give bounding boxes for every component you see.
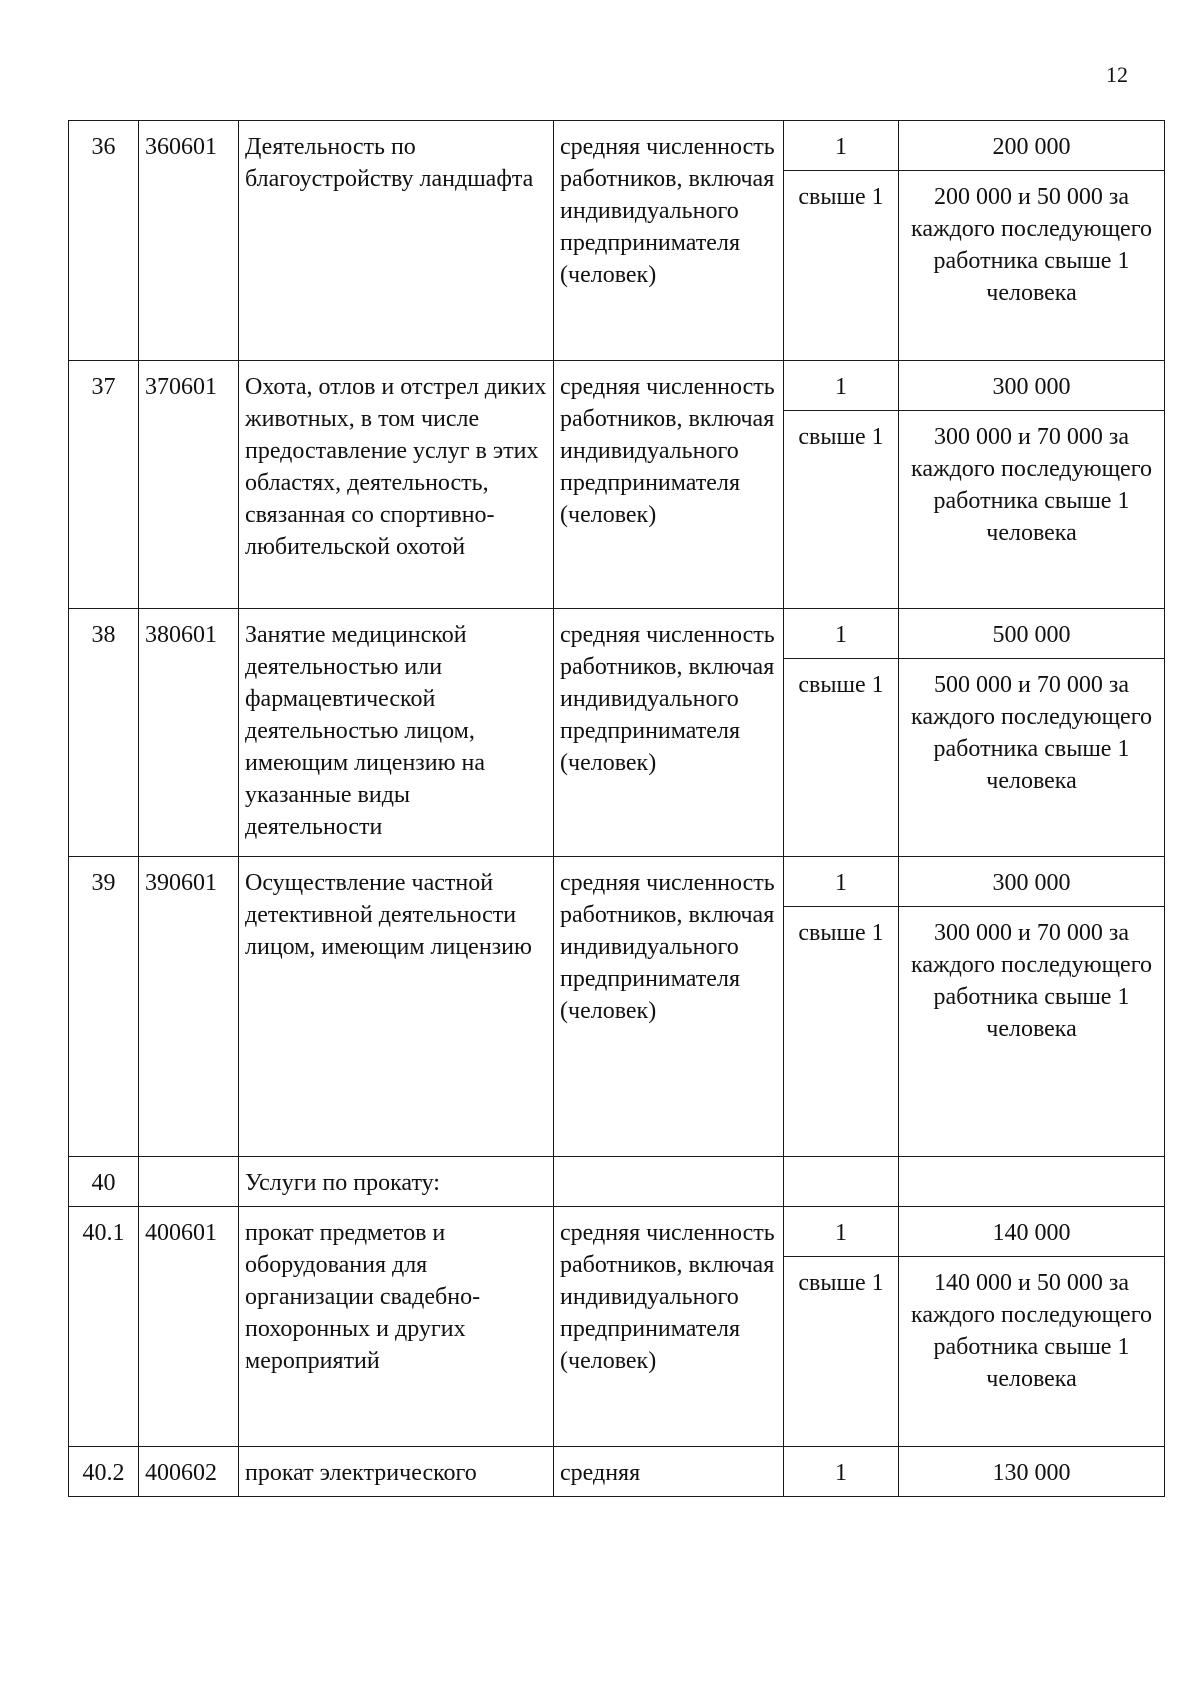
table-row <box>69 857 1165 907</box>
indicator-value: 1 <box>784 857 899 907</box>
activity-code: 360601 <box>139 121 239 361</box>
row-number: 40 <box>69 1157 139 1207</box>
table-row <box>69 361 1165 411</box>
activity-code: 400601 <box>139 1207 239 1447</box>
increment-amount: 300 000 и 70 000 за каждого последующего работника свыше 1 человека <box>899 907 1165 1157</box>
activity-description: прокат предметов и оборудования для организации свадебно-похоронных и других мероприятий <box>239 1207 554 1447</box>
activity-description: Деятельность по благоустройству ландшафта <box>239 121 554 361</box>
indicator-value: 1 <box>784 121 899 171</box>
table-row <box>69 1157 1165 1207</box>
activity-code: 370601 <box>139 361 239 609</box>
increment-amount: 200 000 и 50 000 за каждого последующего работника свыше 1 человека <box>899 171 1165 361</box>
indicator-value-over: свыше 1 <box>784 411 899 609</box>
physical-indicator: средняя численность работников, включая индивидуального предпринимателя (человек) <box>554 857 784 1157</box>
page-number: 12 <box>1106 62 1128 87</box>
table-row <box>69 1447 1165 1497</box>
indicator-value-over: свыше 1 <box>784 659 899 857</box>
row-number: 37 <box>69 361 139 609</box>
activity-description: Охота, отлов и отстрел диких животных, в том числе предоставление услуг в этих областях, деятельность, связанная со спортивно-любительской охотой <box>239 361 554 609</box>
indicator-value: 1 <box>784 361 899 411</box>
row-number: 36 <box>69 121 139 361</box>
physical-indicator: средняя численность работников, включая индивидуального предпринимателя (человек) <box>554 609 784 857</box>
increment-amount: 300 000 и 70 000 за каждого последующего работника свыше 1 человека <box>899 411 1165 609</box>
activity-code <box>139 1157 239 1207</box>
physical-indicator: средняя <box>554 1447 784 1497</box>
base-amount: 140 000 <box>899 1207 1165 1257</box>
indicator-value <box>784 1157 899 1207</box>
activity-code: 390601 <box>139 857 239 1157</box>
increment-amount: 500 000 и 70 000 за каждого последующего работника свыше 1 человека <box>899 659 1165 857</box>
physical-indicator: средняя численность работников, включая индивидуального предпринимателя (человек) <box>554 1207 784 1447</box>
row-number: 40.1 <box>69 1207 139 1447</box>
row-number: 40.2 <box>69 1447 139 1497</box>
activity-description: прокат электрического <box>239 1447 554 1497</box>
activity-description: Занятие медицинской деятельностью или фармацевтической деятельностью лицом, имеющим лицензию на указанные виды деятельности <box>239 609 554 857</box>
physical-indicator: средняя численность работников, включая индивидуального предпринимателя (человек) <box>554 121 784 361</box>
base-amount: 200 000 <box>899 121 1165 171</box>
activity-code: 400602 <box>139 1447 239 1497</box>
table-row <box>69 1207 1165 1257</box>
indicator-value-over: свыше 1 <box>784 171 899 361</box>
row-number: 38 <box>69 609 139 857</box>
physical-indicator <box>554 1157 784 1207</box>
base-amount: 500 000 <box>899 609 1165 659</box>
activity-code: 380601 <box>139 609 239 857</box>
base-amount: 130 000 <box>899 1447 1165 1497</box>
row-number: 39 <box>69 857 139 1157</box>
activity-description: Осуществление частной детективной деятельности лицом, имеющим лицензию <box>239 857 554 1157</box>
activity-rates-table <box>68 120 1165 1497</box>
physical-indicator: средняя численность работников, включая индивидуального предпринимателя (человек) <box>554 361 784 609</box>
base-amount <box>899 1157 1165 1207</box>
indicator-value: 1 <box>784 1447 899 1497</box>
table-row <box>69 121 1165 171</box>
indicator-value: 1 <box>784 609 899 659</box>
indicator-value-over: свыше 1 <box>784 1257 899 1447</box>
table-row <box>69 609 1165 659</box>
indicator-value: 1 <box>784 1207 899 1257</box>
increment-amount: 140 000 и 50 000 за каждого последующего работника свыше 1 человека <box>899 1257 1165 1447</box>
indicator-value-over: свыше 1 <box>784 907 899 1157</box>
base-amount: 300 000 <box>899 857 1165 907</box>
base-amount: 300 000 <box>899 361 1165 411</box>
activity-description: Услуги по прокату: <box>239 1157 554 1207</box>
